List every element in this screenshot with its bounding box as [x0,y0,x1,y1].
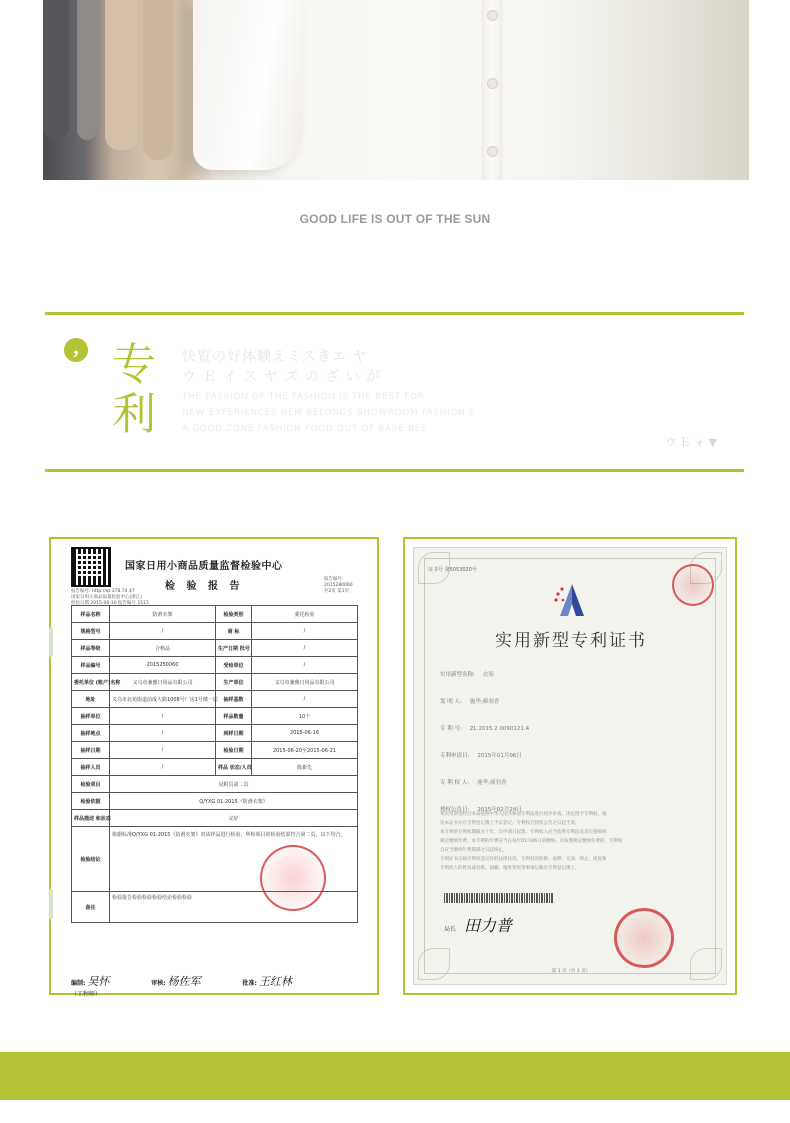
field-label: 专利申请日: [440,753,470,759]
table-row [72,606,358,623]
row-label: 检验依据 [72,793,110,810]
footer-band [0,1052,790,1100]
body-line: 专利证书记载专利权登记时的法律状况。专利权的转移、质押、无效、终止、恢复和 [440,857,607,862]
deco-text: 快覧の好体験えミスきエ ヤ [182,349,368,365]
shirt-button [487,10,498,21]
field-label: 实用新型名称: [440,672,475,678]
body-line: 规定缴纳年费。本专利的年费应当在每年01月06日前缴纳。未按照规定缴纳年费的，专利权 [440,839,623,844]
row-value: 义乌市兼雅日用品有限公司 [110,674,216,691]
conclusion-cell [110,827,358,892]
report-table [71,605,358,923]
body-line: 本实用新型经过本局依照中华人民共和国专利法进行初步审查，决定授予专利权，颁 [440,812,607,817]
director-signature: 局长 田力普 [444,916,512,935]
row-value: 完好 [110,810,358,827]
field-label: 发 明 人: [440,699,462,705]
deco-corner-text: ウ Ｅ ォ ▼ [665,436,717,449]
table-row [72,640,358,657]
divider-top [45,312,744,315]
hanging-garment [143,0,173,160]
field-label: 专 利 号: [440,726,462,732]
row-label: 样品 状态/人员 [216,759,252,776]
row-value: 2015-06-20至2015-06-21 [252,742,358,759]
row-label: 检验类别 [216,606,252,623]
table-row [72,691,358,708]
table-row [72,708,358,725]
certificate-field [440,697,499,705]
field-value: 施华;颜羽香 [477,780,507,786]
inspection-report-card [49,537,379,998]
row-label: 生产日期 批号 [216,640,252,657]
note-label: 备注 [72,892,110,923]
certificate-title: 实用新型专利证书 [495,631,647,651]
row-label: 受检单位 [216,657,252,674]
red-seal-stamp [260,845,326,911]
row-label: 规格型号 [72,623,110,640]
field-value: 施华;颜羽香 [469,699,500,705]
table-row [72,674,358,691]
row-label: 检验项目 [72,776,110,793]
table-row [72,759,358,776]
row-label: 样品名称 [72,606,110,623]
section-title: 专利 [112,339,156,440]
divider-bottom [45,469,744,472]
note-cell: 检验报告检验检验检验结论检验检验 [110,892,358,923]
table-row [72,725,358,742]
row-value: 合格品 [110,640,216,657]
row-value: / [110,725,216,742]
inspection-report [69,547,361,998]
row-value: 义乌市北苑街道前成大路1008号厂房1号楼一层 [110,691,216,708]
row-value: 防滑衣架 [110,606,216,623]
body-line: 自应当缴纳年费期满之日起终止。 [440,848,508,853]
table-row [72,776,358,793]
deco-text: ウ Ｅ イ ス ヤ ズ の ざ い が [182,369,382,385]
row-value: 2015250060 [110,657,216,674]
conclusion-text: 依据标准Q/YXG 01-2015《防滑衣架》对该样品进行检验，所检项目的检验结果符合第二页，以下均合。 [112,832,346,838]
certificate-field [440,751,522,759]
row-label: 检验日期 [216,742,252,759]
signature-row [71,973,361,998]
row-label: 抽样基数 [216,691,252,708]
deco-text: NEW EXPERIENCES HEM BELONGS SHOWROOM FASHION E [182,408,476,418]
field-label: 授权公告日: [440,807,470,813]
row-value: / [110,708,216,725]
sign-review: 审核: 杨佐军 [151,975,201,988]
white-shirt-sleeve [193,0,303,170]
row-value: / [110,759,216,776]
row-value: 义乌市兼雅日用品有限公司 [252,674,358,691]
body-line: 专利权人的姓名或名称、国籍、地址变更等事项记载在专利登记簿上。 [440,866,580,871]
row-label: 抽样日期 [72,742,110,759]
row-value: Q/YXG 01-2015《防滑衣架》 [110,793,358,810]
barcode-icon [444,893,554,903]
field-value: 2015年02月24日 [477,807,522,813]
row-label: 抽样单位 [72,708,110,725]
row-label: 生产单位 [216,674,252,691]
row-value: / [252,691,358,708]
row-label: 地址 [72,691,110,708]
hanging-garment [105,0,139,150]
row-value: / [110,742,216,759]
sign-edit: 编制: 吴怀 [71,975,110,988]
row-value: 见附页第二页 [110,776,358,793]
row-value: / [252,640,358,657]
corner-ornament [690,948,722,980]
table-row [72,810,358,827]
row-label: 样品编号 [72,657,110,674]
red-seal-stamp [672,564,714,606]
row-value: / [252,657,358,674]
row-label: 到样日期 [216,725,252,742]
report-title: 检 验 报 告 [165,581,244,592]
table-row [72,793,358,810]
field-value: ZL 2015 2 0090121.4 [469,726,530,732]
certificate-field [440,724,529,732]
row-label: 抽样地点 [72,725,110,742]
body-line: 发本证书并在专利登记簿上予以登记。专利权自授权公告之日起生效。 [440,821,580,826]
row-label: 委托单位 (账户)名称 [72,674,110,691]
deco-text: THE PASSION OF THE FASHION IS THE BEST FOR [182,392,425,402]
corner-ornament [418,948,450,980]
certificate-field [440,670,494,678]
binder-tab [49,627,53,657]
hero-photo [43,0,749,180]
national-seal-stamp [614,908,674,968]
row-value: 陈新先 [252,759,358,776]
field-label: 专 利 权 人: [440,780,470,786]
row-value: / [252,623,358,640]
certificate-border [424,558,716,974]
row-label: 样品数量 [216,708,252,725]
hanging-garment [77,0,97,140]
row-value: / [110,623,216,640]
deco-text: A GOOD ZONE FASHION FOOD OUT OF BASE BEE [182,424,428,434]
field-value: 衣架 [482,672,494,678]
row-label: 样品描述 和状态 [72,810,110,827]
certificate-number: 证书号 第5053020号 [428,567,477,573]
qr-code-icon [71,547,111,587]
certificate-body [440,810,702,873]
shirt-button [487,146,498,157]
field-value: 2015年01月06日 [477,753,522,759]
hanging-garment [43,0,69,140]
row-value: 委托检验 [252,606,358,623]
row-value: 10个 [252,708,358,725]
comma-icon: , [64,338,88,362]
table-row [72,623,358,640]
binder-tab [49,889,53,919]
row-label: 商 标 [216,623,252,640]
patent-office-logo [552,580,592,620]
sign-approve: 批准: 王红林 （工程师） [71,975,292,998]
row-label: 抽样人员 [72,759,110,776]
report-center-name: 国家日用小商品质量监督检验中心 [125,561,283,572]
shirt-button [487,78,498,89]
page-indicator: 第 1 页（共 1 页） [551,969,591,974]
table-row [72,742,358,759]
row-label: 样品等级 [72,640,110,657]
patent-certificate-card [403,537,737,995]
certificate-field [440,778,506,786]
report-meta-right: 报告编号: 2015280060 共2页 第1页 [324,577,353,594]
conclusion-label: 检验结论 [72,827,110,892]
report-meta: 报告编号: http://qt 378.74 47 国家日用小商品质量检验中心(浙江) 检验日期 2015-06-16 报告编号 1515 [71,589,149,606]
body-line: 本专利的专利权期限为十年，自申请日起算。专利权人应当依照专利法及其实施细则 [440,830,607,835]
patent-certificate [413,547,727,985]
slogan: GOOD LIFE IS OUT OF THE SUN [299,212,491,226]
table-row [72,657,358,674]
row-value: 2015-06-16 [252,725,358,742]
